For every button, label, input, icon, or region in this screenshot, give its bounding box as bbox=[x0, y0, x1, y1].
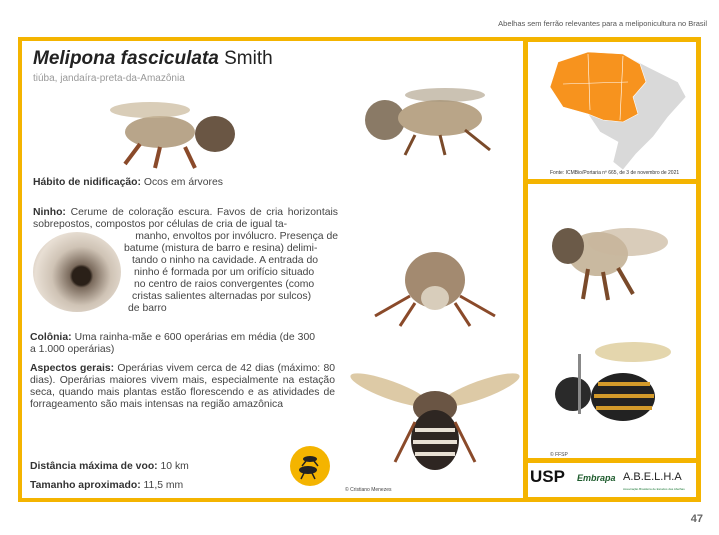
species-name: Melipona fasciculata bbox=[33, 48, 219, 69]
ninho-line: no centro de raios convergentes (como bbox=[134, 279, 315, 290]
tamanho-value: 11,5 mm bbox=[140, 480, 184, 491]
tamanho-text bbox=[30, 480, 290, 492]
usp-logo: USP bbox=[530, 467, 565, 486]
map-highlight-region bbox=[550, 52, 646, 122]
habito-text bbox=[33, 177, 338, 189]
bee-category-icon bbox=[290, 446, 330, 486]
bee-side-photo bbox=[528, 184, 696, 314]
ninho-continuation bbox=[124, 231, 338, 315]
bee-pinned-photo bbox=[528, 322, 696, 457]
ninho-line: batume (mistura de barro e resina) delimi- bbox=[124, 243, 318, 254]
distancia-value: 10 km bbox=[157, 461, 189, 472]
colonia-text bbox=[30, 332, 315, 356]
page-number: 47 bbox=[690, 513, 703, 525]
habito-label: Hábito de nidificação: bbox=[33, 177, 141, 188]
colonia-label: Colônia: bbox=[30, 332, 72, 343]
logos-box bbox=[528, 463, 696, 497]
aspectos-value: Operárias vivem cerca de 42 dias (máximo: 80 dias). Operárias maiores vivem mais, especialmente na estação seca, quando mais plantas estão florescendo e as atividades de forrageamento são mais intensas na região amazônica bbox=[30, 363, 336, 410]
distancia-label: Distância máxima de voo: bbox=[30, 461, 158, 472]
map-box bbox=[528, 42, 696, 179]
aspectos-text bbox=[30, 363, 335, 411]
ninho-line: de barro bbox=[128, 303, 167, 314]
brazil-map bbox=[528, 42, 696, 179]
bee-center-top-photo bbox=[345, 80, 515, 160]
aspectos-label: Aspectos gerais: bbox=[30, 363, 115, 374]
bees-icon bbox=[290, 446, 330, 486]
ninho-line: tando o ninho na cavidade. A entrada do bbox=[132, 255, 319, 266]
ninho-line: manho, envoltos por invólucro. Presença de bbox=[135, 231, 338, 242]
species-title bbox=[33, 48, 273, 70]
ninho-value: Cerume de coloração escura. Favos de cria horizontais sobrepostos, compostos por células de cria de igual ta- bbox=[33, 207, 338, 230]
nest-entrance-photo bbox=[33, 232, 121, 312]
abelha-subtitle: Associação Brasileira de Estudos das Abelhas bbox=[623, 487, 685, 491]
photo-credit-right: © FFSP bbox=[550, 452, 568, 458]
page-header: Abelhas sem ferrão relevantes para a meliponicultura no Brasil bbox=[498, 19, 707, 28]
ninho-label: Ninho: bbox=[33, 207, 66, 218]
colonia-value: Uma rainha-mãe e 600 operárias em média (de 300 a 1.000 operárias) bbox=[30, 332, 315, 355]
ninho-line: ninho é formada por um orifício situado bbox=[134, 267, 315, 278]
right-photos-box bbox=[528, 184, 696, 458]
embrapa-logo: Embrapa bbox=[577, 473, 616, 483]
bee-left-photo bbox=[80, 92, 280, 172]
ninho-line: cristas salientes alternadas por sulcos) bbox=[132, 291, 312, 302]
bee-center-front-photo bbox=[355, 238, 515, 328]
species-author: Smith bbox=[218, 48, 273, 69]
frame-left-bar bbox=[18, 37, 22, 502]
habito-value: Ocos em árvores bbox=[140, 177, 223, 188]
ninho-text bbox=[33, 207, 338, 231]
map-caption: Fonte: ICMBio/Portaria nº 665, de 3 de novembro de 2021 bbox=[550, 170, 680, 176]
common-names: tiúba, jandaíra-preta-da-Amazônia bbox=[33, 73, 185, 84]
bee-center-back-photo bbox=[345, 362, 525, 482]
tamanho-label: Tamanho aproximado: bbox=[30, 480, 141, 491]
abelha-logo: A.B.E.L.H.A bbox=[623, 471, 682, 483]
distancia-text bbox=[30, 461, 290, 473]
photo-credit-center: © Cristiano Menezes bbox=[345, 487, 392, 493]
